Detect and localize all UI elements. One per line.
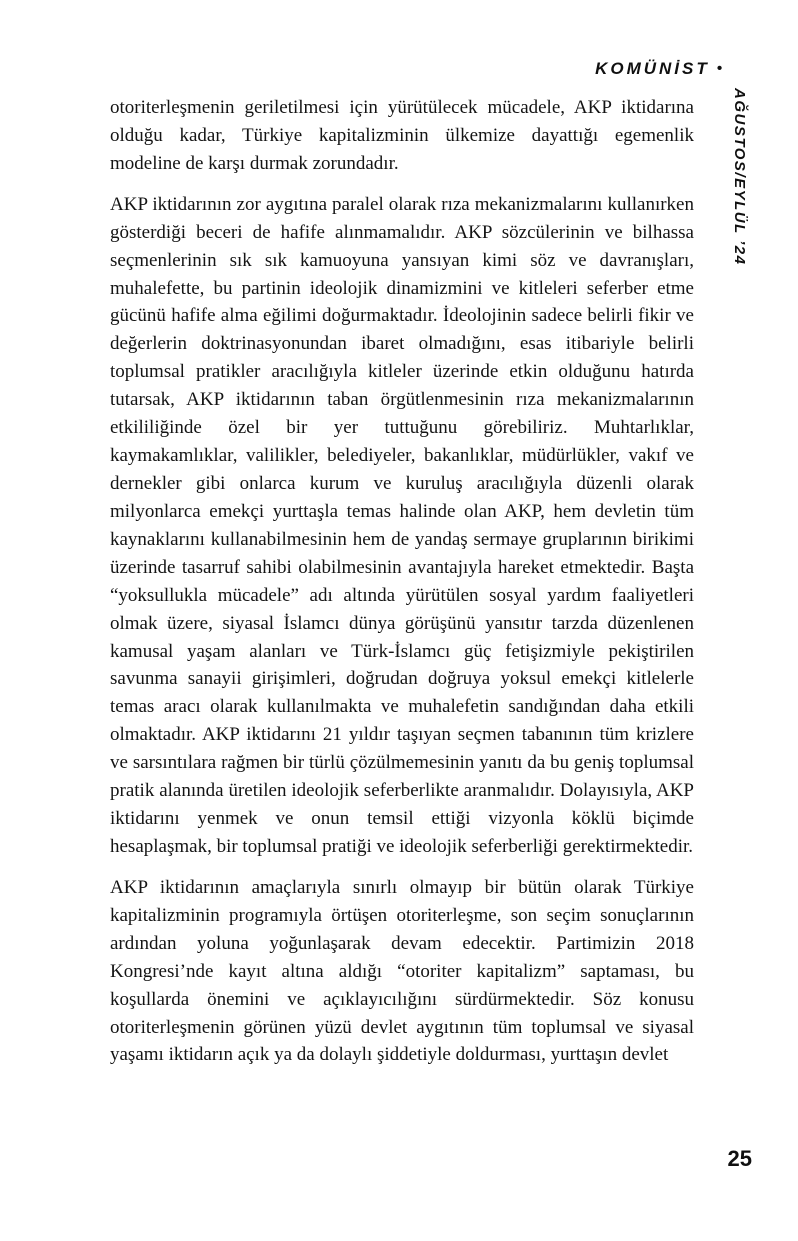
title-bullet-icon: • xyxy=(716,59,722,77)
journal-title-text: KOMÜNİST xyxy=(595,59,710,78)
page-number: 25 xyxy=(727,1146,752,1171)
page-body-text xyxy=(110,94,694,1069)
body-paragraph-2: AKP iktidarının zor aygıtına paralel olarak rıza mekanizmalarını kullanırken gösterdiği beceri de hafife alınmamalıdır. AKP sözcülerinin ve bilhassa seçmenlerinin sık sık kamuoyuna yansıyan kimi söz ve davranışları, muhalefette, bu partinin ideolojik dinamizmini ve kitleleri seferber etme gücünü hafife alma eğilimi doğurmaktadır. İdeolojinin sadece belirli fikir ve değerlerin doktrinasyonundan ibaret olmadığını, esas itibariyle belirli toplumsal pratikler aracılığıyla kitleler üzerinde etkin olduğunu hatırda tutarsak, AKP iktidarının taban örgütlenmesinin rıza mekanizmalarının etkililiğinde özel bir yer tuttuğunu görebiliriz. Muhtarlıklar, kaymakamlıklar, valilikler, belediyeler, bakanlıklar, müdürlükler, vakıf ve dernekler gibi onlarca kurum ve kuruluş aracılığıyla düzenli olarak milyonlarca emekçi yurttaşla temas halinde olan AKP, hem devletin tüm kaynaklarını kullanabilmesinin hem de yandaş sermaye gruplarının birikimi üzerinde tasarruf sahibi olabilmesinin avantajıyla hareket etmektedir. Başta “yoksullukla mücadele” adı altında yürütülen sosyal yardım faaliyetleri olmak üzere, siyasal İslamcı dünya görüşünü yansıtır tarzda düzenlenen kamusal yaşam alanları ve Türk-İslamcı güç fetişizmiyle pekiştirilen savunma sanayii girişimleri, doğrudan doğruya yoksul emekçi kitlelerle temas aracı olarak kullanılmakta ve muhalefetin sandığından daha etkili olmaktadır. AKP iktidarını 21 yıldır taşıyan seçmen tabanının tüm krizlere ve sarsıntılara rağmen bir türlü çözülmemesinin yanıtı da bu geniş toplumsal pratik alanında üretilen ideolojik seferberlikte aranmalıdır. Dolayısıyla, AKP iktidarını yenmek ve onun temsil ettiği vizyonla köklü biçimde hesaplaşmak, bir toplumsal pratiği ve ideolojik seferberliği gerektirmektedir. xyxy=(110,193,694,857)
issue-date-vertical: AĞUSTOS/EYLÜL ’24 xyxy=(731,88,748,266)
journal-title xyxy=(595,59,722,79)
body-paragraph-3: AKP iktidarının amaçlarıyla sınırlı olmayıp bir bütün olarak Türkiye kapitalizminin programıyla örtüşen otoriterleşme, son seçim sonuçlarının ardından yoluna yoğunlaşarak devam edecektir. Partimizin 2018 Kongresi’nde kayıt altına aldığı “otoriter kapitalizm” saptaması, bu koşullarda önemini ve açıklayıcılığını sürdürmektedir. Söz konusu otoriterleşmenin görünen yüzü devlet aygıtının tüm toplumsal ve siyasal yaşamı iktidarın açık ya da dolaylı şiddetiyle doldurması, yurttaşın devlet xyxy=(110,876,694,1066)
body-paragraph-1: otoriterleşmenin geriletilmesi için yürütülecek mücadele, AKP iktidarına olduğu kadar, Türkiye kapitalizminin ülkemize dayattığı egemenlik modeline de karşı durmak zorundadır. xyxy=(110,97,694,174)
